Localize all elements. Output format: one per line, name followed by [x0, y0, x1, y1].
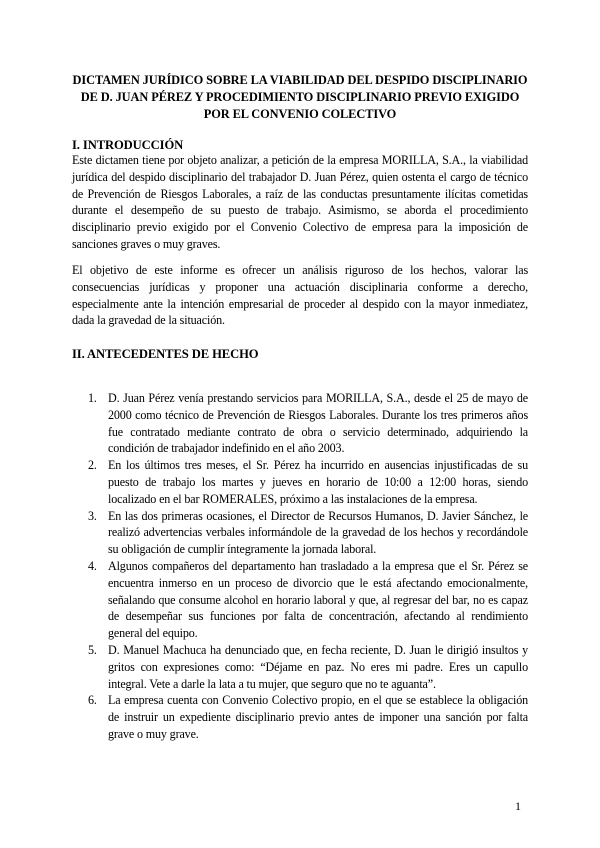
- list-item-number: 3.: [88, 508, 97, 523]
- list-item: [72, 390, 528, 457]
- list-item: [72, 508, 528, 558]
- list-item-text: La empresa cuenta con Convenio Colectivo propio, en el que se establece la obligación de instruir un expediente disciplinario previo antes de imponer una sanción por falta grave o muy grave.: [108, 693, 528, 741]
- title-line-3: POR EL CONVENIO COLECTIVO: [203, 107, 397, 121]
- list-item-number: 2.: [88, 458, 97, 473]
- section-heading-antecedentes: II. ANTECEDENTES DE HECHO: [72, 347, 259, 361]
- list-item-text: Algunos compañeros del departamento han trasladado a la empresa que el Sr. Pérez se encuentra inmerso en un proceso de divorcio que le está afectando emocionalmente, señalando que consume alcohol en horario laboral y que, al regresar del bar, no es capaz de desempeñar sus funciones por falta de concentración, afectando al rendimiento general del equipo.: [108, 558, 528, 641]
- list-item-text: D. Manuel Machuca ha denunciado que, en fecha reciente, D. Juan le dirigió insultos y gritos con expresiones como: “Déjame en paz. No eres mi padre. Eres un capullo integral. Vete a darle la lata a tu mujer, que seguro que no te aguanta”.: [108, 642, 528, 691]
- page-number: 1: [515, 799, 521, 813]
- list-item: [72, 457, 528, 507]
- list-item-text: En las dos primeras ocasiones, el Director de Recursos Humanos, D. Javier Sánchez, le realizó advertencias verbales informándole de la gravedad de los hechos y recordándole su obligación de cumplir íntegramente la jornada laboral.: [108, 508, 528, 557]
- list-item-number: 6.: [88, 693, 97, 708]
- list-item: [72, 692, 528, 742]
- intro-paragraph-1: Este dictamen tiene por objeto analizar, a petición de la empresa MORILLA, S.A., la viabilidad jurídica del despido disciplinario del trabajador D. Juan Pérez, quien ostenta el cargo de técnico de Prevención de Riesgos Laborales, a raíz de las conductas presuntamente ilícitas cometidas durante el desempeño de su puesto de trabajo. Asimismo, se aborda el procedimiento disciplinario previo exigido por el Convenio Colectivo de empresa para la imposición de sanciones graves o muy graves.: [72, 153, 528, 251]
- list-item: [72, 558, 528, 642]
- list-item-number: 4.: [88, 558, 97, 573]
- list-item-number: 5.: [88, 642, 97, 657]
- list-item-text: D. Juan Pérez venía prestando servicios para MORILLA, S.A., desde el 25 de mayo de 2000 como técnico de Prevención de Riesgos Laborales. Durante los tres primeros años fue contratado mediante contrato de obra o servicio determinado, adquiriendo la condición de trabajador indefinido en el año 2003.: [108, 391, 528, 456]
- section-heading-introduccion: I. INTRODUCCIÓN: [72, 138, 184, 152]
- list-item: [72, 642, 528, 692]
- title-line-1: DICTAMEN JURÍDICO SOBRE LA VIABILIDAD DEL DESPIDO DISCIPLINARIO: [72, 73, 528, 87]
- document-title: [72, 72, 528, 123]
- list-item-number: 1.: [88, 391, 97, 405]
- intro-paragraph-2: El objetivo de este informe es ofrecer un análisis riguroso de los hechos, valorar las consecuencias jurídicas y proponer una actuación disciplinaria conforme a derecho, especialmente ante la intención empresarial de proceder al despido con la mayor inmediatez, dada la gravedad de la situación.: [72, 263, 528, 328]
- list-item-text: En los últimos tres meses, el Sr. Pérez ha incurrido en ausencias injustificadas de su puesto de trabajo los martes y jueves en horario de 10:00 a 12:00 horas, siendo localizado en el bar ROMERALES, próximo a las instalaciones de la empresa.: [108, 458, 528, 506]
- antecedentes-list: [72, 390, 528, 743]
- title-line-2: DE D. JUAN PÉREZ Y PROCEDIMIENTO DISCIPLINARIO PREVIO EXIGIDO: [80, 90, 520, 104]
